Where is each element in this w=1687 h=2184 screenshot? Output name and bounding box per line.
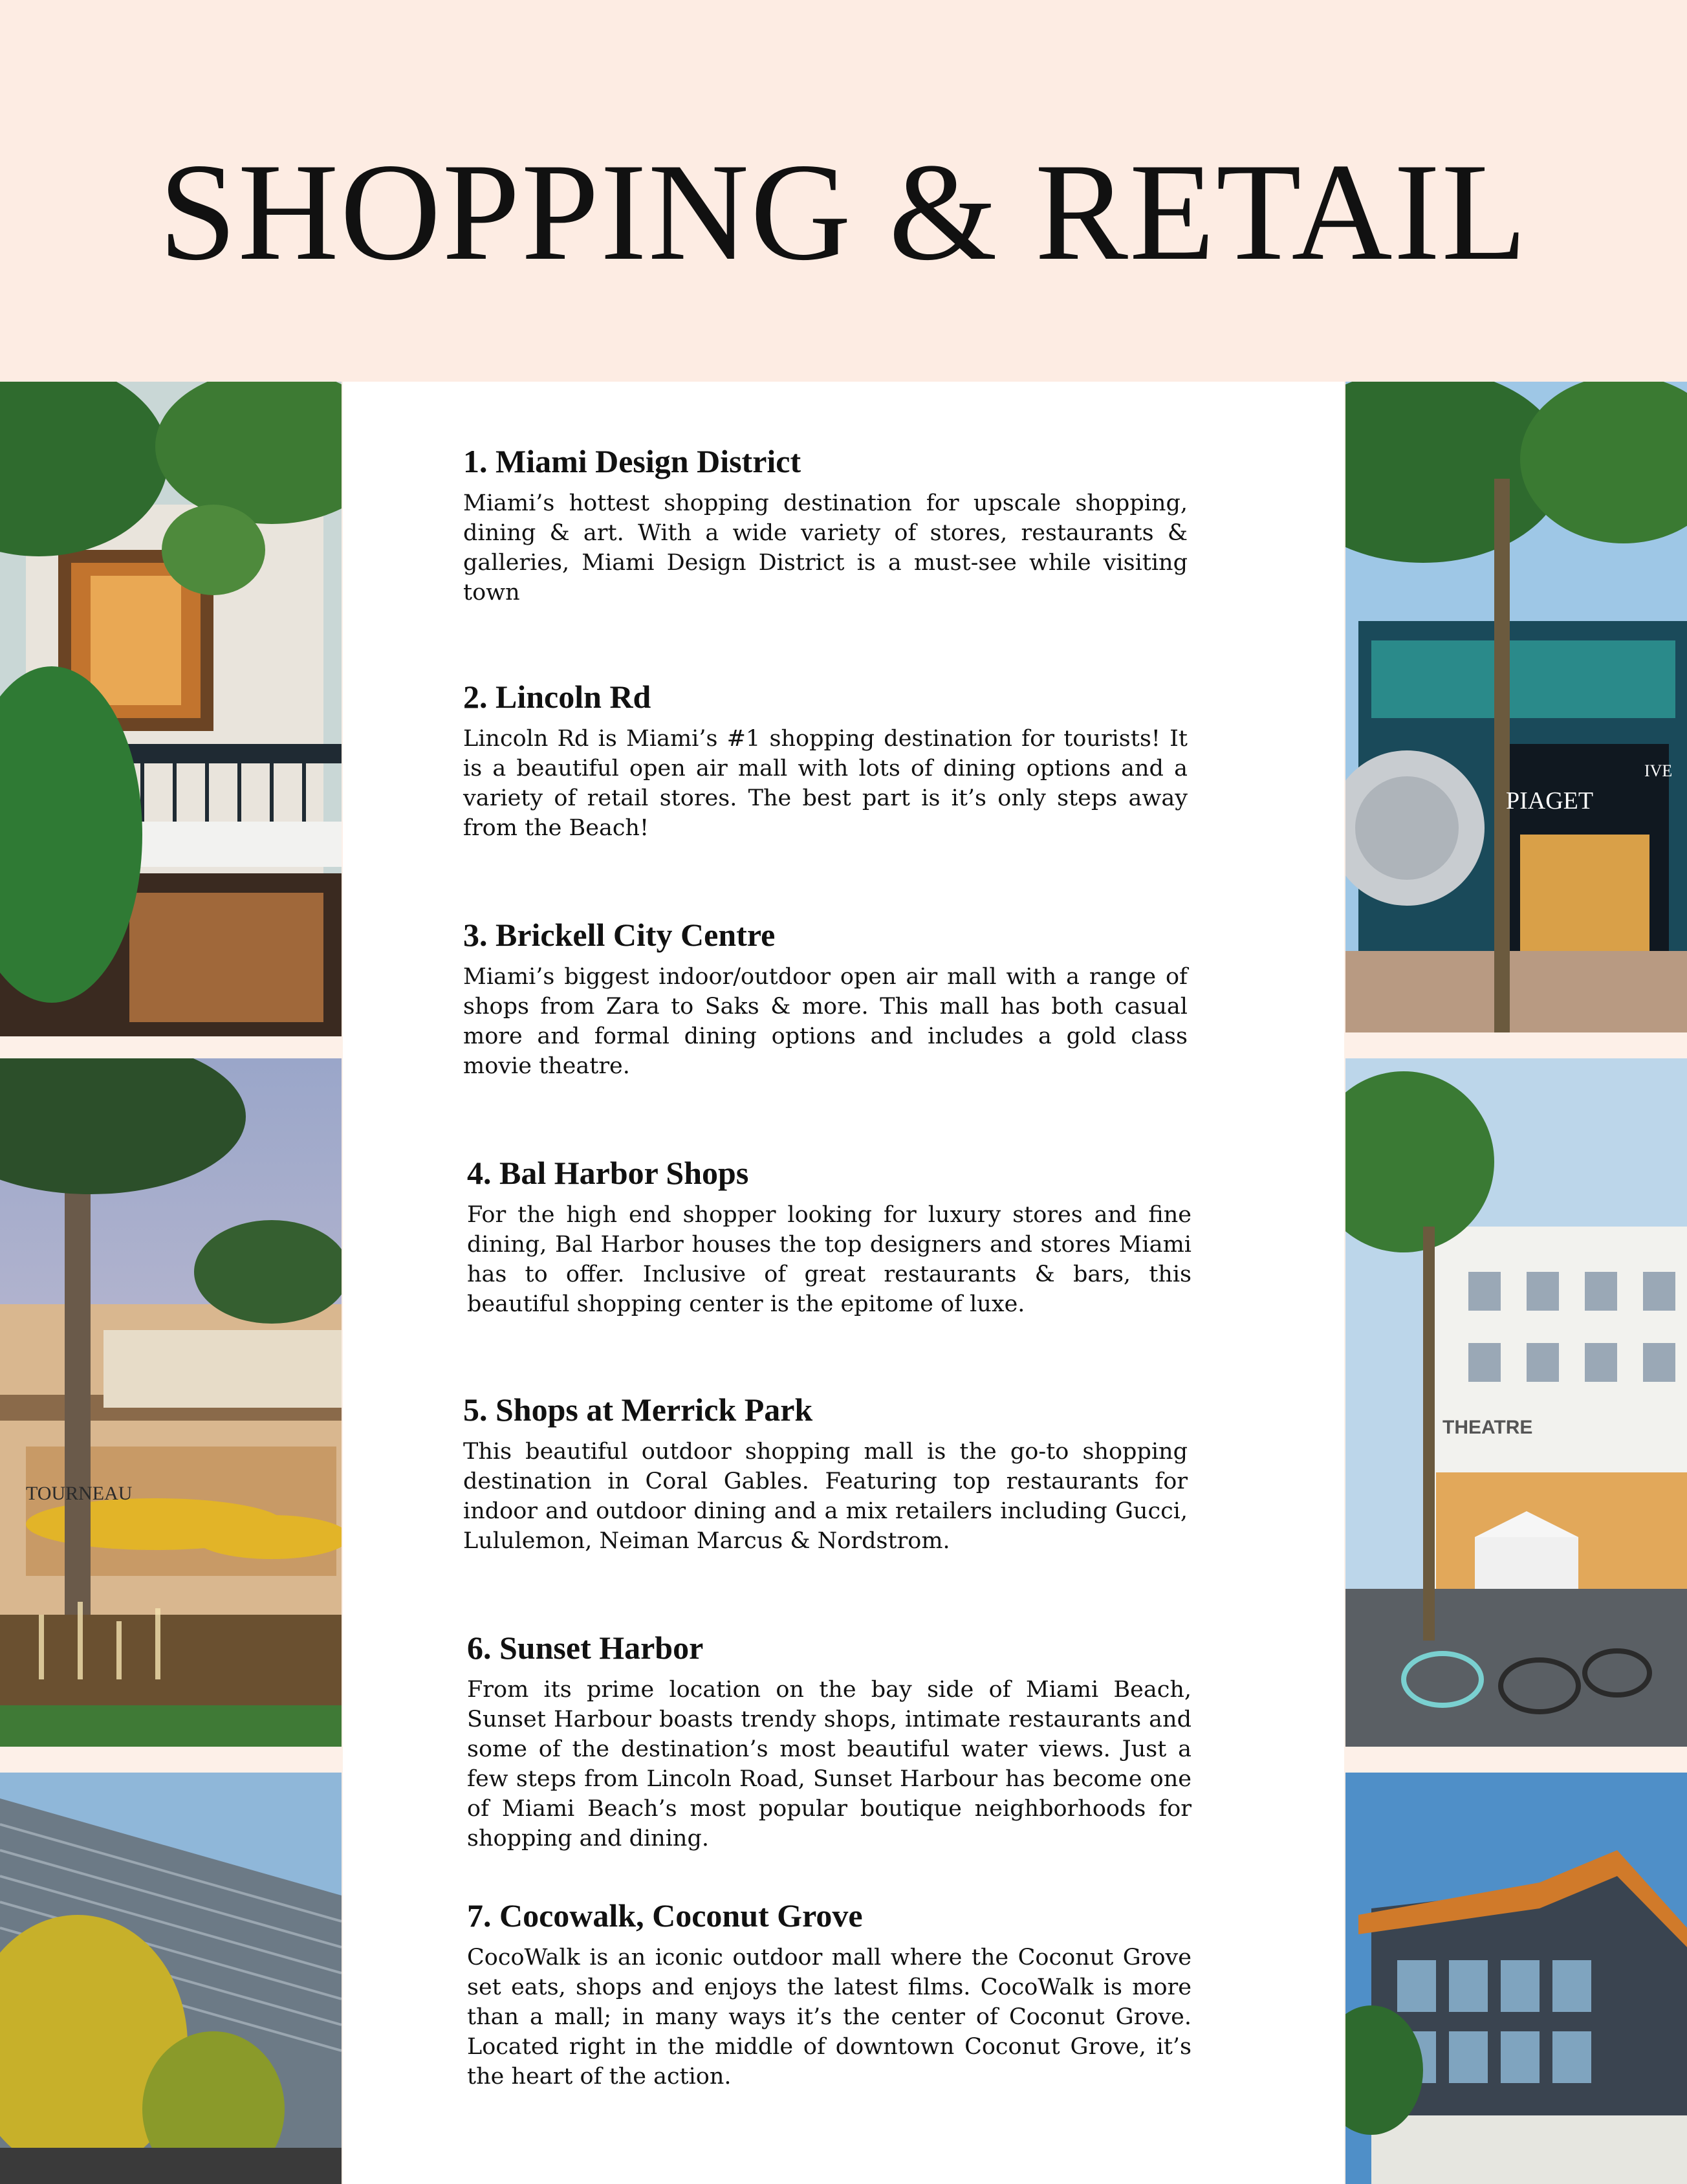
- theatre-sign: THEATRE: [1442, 1417, 1533, 1438]
- photo-brickell-city-centre: [0, 1773, 342, 2184]
- entry-body: From its prime location on the bay side of Miami Beach, Sunset Harbour boasts trendy shops, intimate restaurants and some of the destination’s most beautiful water views. Just a few steps from Lincoln Road, Sunset Harbour has become one of Miami Beach’s most popular boutique neighborhoods for shopping and dining.: [467, 1677, 1192, 1851]
- photo-design-district-piaget: [1345, 382, 1687, 1032]
- entry-heading: 6. Sunset Harbor: [467, 1630, 704, 1666]
- entry-shops-at-merrick-park: [463, 1392, 1188, 1556]
- storefront-sign-ive: IVE: [1644, 761, 1673, 780]
- entry-body: Lincoln Rd is Miami’s #1 shopping destination for tourists! It is a beautiful open air mall with lots of dining options and a variety of retail stores. The best part is it’s only steps away from the Beach!: [463, 726, 1188, 841]
- entry-sunset-harbor: [467, 1630, 1192, 1853]
- entry-body: This beautiful outdoor shopping mall is the go-to shopping destination in Coral Gables. Featuring top restaurants for indoor and outdoor dining and a mix retailers including Gucci, Lululemon, Neiman Marcus & Nordstrom.: [463, 1439, 1188, 1554]
- storefront-sign-piaget: PIAGET: [1506, 787, 1594, 814]
- entry-cocowalk: [467, 1898, 1192, 2091]
- entry-heading: 5. Shops at Merrick Park: [463, 1392, 813, 1428]
- entry-heading: 1. Miami Design District: [463, 443, 801, 479]
- page-title: SHOPPING & RETAIL: [158, 135, 1529, 289]
- entry-heading: 2. Lincoln Rd: [463, 679, 651, 715]
- entry-body: Miami’s biggest indoor/outdoor open air mall with a range of shops from Zara to Saks & more. This mall has both casual more and formal dining options and includes a gold class movie theatre.: [463, 964, 1188, 1079]
- photo-cocowalk: [1345, 1773, 1687, 2184]
- entry-brickell-city-centre: [463, 917, 1188, 1081]
- entry-heading: 7. Cocowalk, Coconut Grove: [467, 1897, 863, 1934]
- restaurant-sign: TOURNEAU: [26, 1483, 133, 1504]
- entry-body: Miami’s hottest shopping destination for upscale shopping, dining & art. With a wide variety of stores, restaurants & galleries, Miami Design District is a must-see while visiting town: [463, 490, 1188, 606]
- header-band: [0, 0, 1687, 382]
- entry-heading: 3. Brickell City Centre: [463, 917, 776, 953]
- entry-body: For the high end shopper looking for luxury stores and fine dining, Bal Harbor houses the top designers and stores Miami has to offer. Inclusive of great restaurants & bars, this beautiful shopping center is the epitome of luxe.: [467, 1202, 1192, 1317]
- entry-heading: 4. Bal Harbor Shops: [467, 1155, 749, 1191]
- photo-lincoln-rd: [1345, 1058, 1687, 1747]
- entry-body: CocoWalk is an iconic outdoor mall where the Coconut Grove set eats, shops and enjoys the latest films. CocoWalk is more than a mall; in many ways it’s the center of Coconut Grove. Located right in the middle of downtown Coconut Grove, it’s the heart of the action.: [467, 1945, 1192, 2090]
- entry-lincoln-rd: [463, 679, 1188, 843]
- content-panel: [343, 382, 1344, 2184]
- photo-design-district: [0, 382, 342, 1036]
- photo-merrick-park: [0, 1058, 342, 1747]
- entry-miami-design-district: [463, 444, 1188, 607]
- entry-bal-harbor-shops: [467, 1155, 1192, 1319]
